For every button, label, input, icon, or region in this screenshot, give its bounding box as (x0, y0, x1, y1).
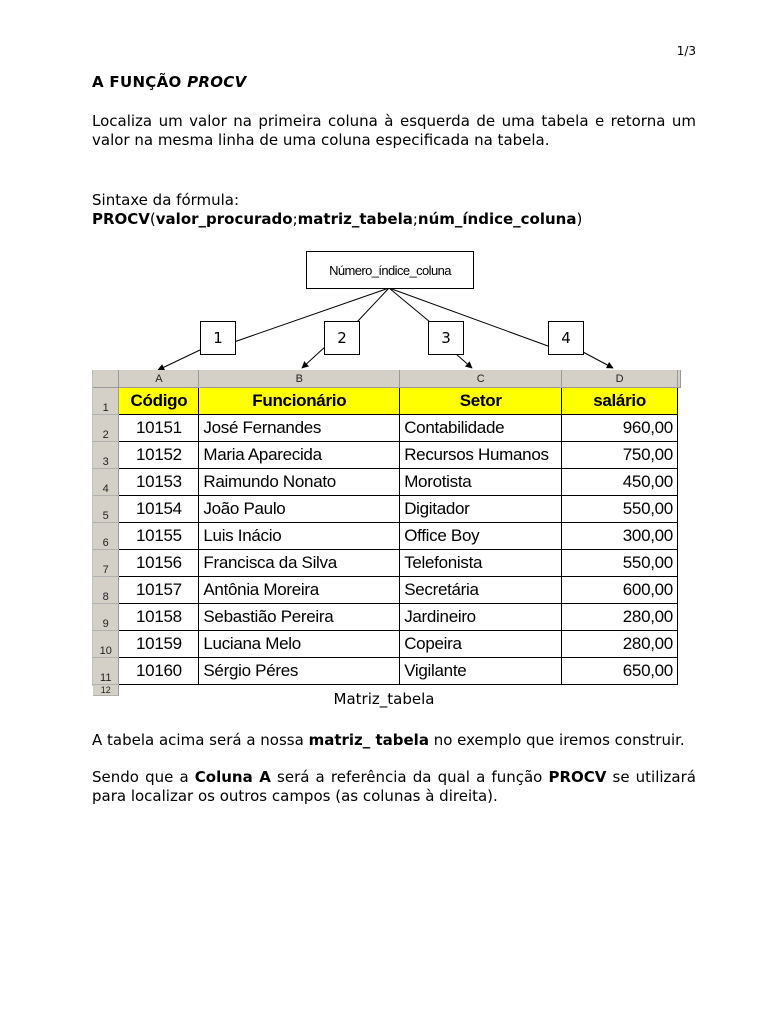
cell-setor: Contabilidade (400, 415, 562, 442)
empty-cell (677, 469, 680, 496)
bold-term: matriz_ tabela (308, 731, 429, 749)
table-row (93, 496, 681, 523)
header-salario: salário (562, 388, 678, 415)
header-setor: Setor (400, 388, 562, 415)
row-number: 11 (93, 658, 119, 685)
empty-cell (677, 415, 680, 442)
table-caption: Matriz_tabela (333, 690, 435, 708)
formula-open-paren: ( (149, 210, 156, 228)
cell-codigo: 10156 (119, 550, 199, 577)
syntax-label: Sintaxe da fórmula: (92, 191, 240, 209)
column-header-row (93, 370, 681, 388)
empty-cell (677, 523, 680, 550)
header-funcionario: Funcionário (199, 388, 400, 415)
callout-line-4 (389, 288, 548, 346)
cell-codigo: 10160 (119, 658, 199, 685)
cell-salario: 960,00 (562, 415, 678, 442)
text: no exemplo que iremos construir. (428, 731, 685, 749)
empty-cell (677, 496, 680, 523)
arrow-to-col-a (158, 350, 200, 370)
callout-line-1 (234, 288, 389, 342)
cell-setor: Copeira (400, 631, 562, 658)
corner-cell (93, 370, 119, 388)
cell-salario: 750,00 (562, 442, 678, 469)
header-codigo: Código (119, 388, 199, 415)
cell-funcionario: Luciana Melo (199, 631, 400, 658)
cell-codigo: 10154 (119, 496, 199, 523)
bold-term: Coluna A (194, 768, 271, 786)
arrow-to-col-c (456, 354, 472, 368)
cell-codigo: 10158 (119, 604, 199, 631)
cell-codigo: 10151 (119, 415, 199, 442)
cell-setor: Digitador (400, 496, 562, 523)
cell-codigo: 10152 (119, 442, 199, 469)
row-number: 4 (93, 469, 119, 496)
row-number: 2 (93, 415, 119, 442)
empty-cell (677, 550, 680, 577)
table-row (93, 442, 681, 469)
intro-paragraph: Localiza um valor na primeira coluna à esquerda de uma tabela e retorna um valor na mesma linha de uma coluna especificada na tabela. (92, 112, 696, 149)
table-row (93, 577, 681, 604)
diagram-arrows (0, 0, 768, 380)
column-letter-extra (677, 370, 680, 388)
row-number: 10 (93, 631, 119, 658)
empty-cell (677, 658, 680, 685)
row-number: 1 (93, 388, 119, 415)
cell-setor: Morotista (400, 469, 562, 496)
table-row (93, 469, 681, 496)
cell-setor: Vigilante (400, 658, 562, 685)
row-number: 5 (93, 496, 119, 523)
cell-funcionario: Maria Aparecida (199, 442, 400, 469)
bold-term: PROCV (548, 768, 607, 786)
spreadsheet-image (92, 370, 681, 695)
cell-salario: 280,00 (562, 631, 678, 658)
number-box-1: 1 (200, 321, 236, 355)
row-number: 9 (93, 604, 119, 631)
cell-funcionario: José Fernandes (199, 415, 400, 442)
table-row (93, 415, 681, 442)
cell-salario: 600,00 (562, 577, 678, 604)
title-prefix: A FUNÇÃO (92, 73, 188, 91)
body-paragraph-2 (92, 768, 696, 806)
formula-separator: ; (292, 210, 298, 228)
cell-setor: Recursos Humanos (400, 442, 562, 469)
column-letter-d: D (562, 370, 678, 388)
empty-cell (677, 604, 680, 631)
cell-salario: 280,00 (562, 604, 678, 631)
cell-codigo: 10153 (119, 469, 199, 496)
arrow-to-col-b (302, 346, 326, 368)
cell-codigo: 10157 (119, 577, 199, 604)
column-letter-a: A (119, 370, 199, 388)
callout-line-3 (389, 288, 430, 322)
table-row (93, 631, 681, 658)
empty-cell (677, 442, 680, 469)
number-box-2: 2 (324, 321, 360, 355)
cell-setor: Secretária (400, 577, 562, 604)
row-number: 3 (93, 442, 119, 469)
formula-arg-indice: núm_índice_coluna (417, 210, 577, 228)
cell-salario: 650,00 (562, 658, 678, 685)
text: se utilizará para localizar os outros campos (as colunas à direita). (92, 768, 696, 805)
cell-funcionario: João Paulo (199, 496, 400, 523)
table-row (93, 550, 681, 577)
text: A tabela acima será a nossa (92, 731, 309, 749)
row-number: 7 (93, 550, 119, 577)
table-row (93, 523, 681, 550)
empty-cell (677, 631, 680, 658)
formula-arg-matriz: matriz_tabela (297, 210, 413, 228)
formula-arg-valor: valor_procurado (155, 210, 293, 228)
cell-funcionario: Francisca da Silva (199, 550, 400, 577)
cell-funcionario: Sebastião Pereira (199, 604, 400, 631)
cell-funcionario: Luis Inácio (199, 523, 400, 550)
cell-codigo: 10155 (119, 523, 199, 550)
row-number: 6 (93, 523, 119, 550)
cell-setor: Jardineiro (400, 604, 562, 631)
cell-setor: Office Boy (400, 523, 562, 550)
column-letter-c: C (400, 370, 562, 388)
cell-funcionario: Antônia Moreira (199, 577, 400, 604)
table-row (93, 658, 681, 685)
body-paragraph-1 (92, 731, 696, 750)
cell-salario: 450,00 (562, 469, 678, 496)
number-box-3: 3 (428, 321, 464, 355)
number-box-4: 4 (548, 321, 584, 355)
table-body (93, 415, 681, 685)
cell-funcionario: Sérgio Péres (199, 658, 400, 685)
page-number: 1/3 (676, 44, 696, 58)
cell-salario: 550,00 (562, 550, 678, 577)
row-number: 8 (93, 577, 119, 604)
table-header-row (93, 388, 681, 415)
cell-codigo: 10159 (119, 631, 199, 658)
spreadsheet-table (93, 370, 681, 696)
cell-setor: Telefonista (400, 550, 562, 577)
text: Sendo que a (92, 768, 195, 786)
empty-cell (677, 388, 680, 415)
cell-funcionario: Raimundo Nonato (199, 469, 400, 496)
row-number: 12 (93, 685, 119, 696)
title-function-name: PROCV (187, 73, 247, 91)
formula-separator: ; (412, 210, 418, 228)
callout-box: Número_índice_coluna (306, 251, 474, 289)
formula-function: PROCV (92, 210, 150, 228)
empty-cell (677, 577, 680, 604)
arrow-to-col-d (583, 352, 613, 368)
cell-salario: 300,00 (562, 523, 678, 550)
cell-salario: 550,00 (562, 496, 678, 523)
formula-close-paren: ) (576, 210, 583, 228)
column-letter-b: B (199, 370, 400, 388)
text: será a referência da qual a função (270, 768, 549, 786)
table-row (93, 604, 681, 631)
